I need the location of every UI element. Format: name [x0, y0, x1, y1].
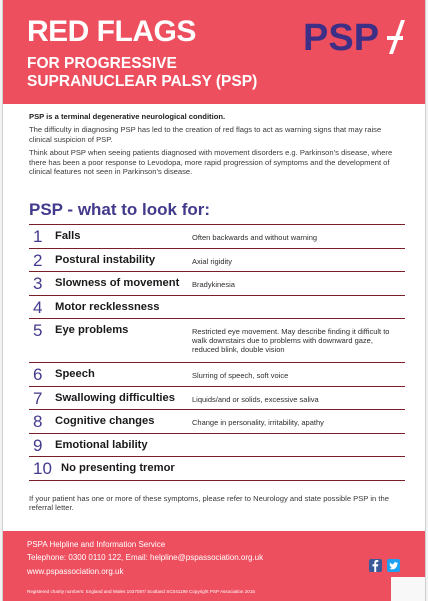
flag-label: No presenting tremor [61, 462, 175, 474]
subtitle-line-2: SUPRANUCLEAR PALSY (PSP) [27, 73, 258, 90]
logo-bar-mark [387, 36, 403, 40]
footer-website-link[interactable]: www.pspassociation.org.uk [27, 567, 124, 576]
intro-paragraph-2: Think about PSP when seeing patients diagnosed with movement disorders e.g. Parkinson’s disease, where there has been a poor response to Levodopa, more rapid progression of symptoms and the development of clinical features not seen in Parkinson’s disease. [29, 148, 393, 177]
flag-number: 10 [33, 459, 52, 478]
flag-label: Eye problems [55, 324, 129, 336]
pspa-logo [301, 14, 411, 58]
flag-number: 4 [33, 297, 43, 317]
intro-paragraph-1: The difficulty in diagnosing PSP has led to the creation of red flags to act as warning signs that may raise clinical suspicion of PSP. [29, 125, 382, 144]
flag-number: 2 [33, 250, 43, 270]
referral-note: If your patient has one or more of these symptoms, please refer to Neurology and state possible PSP in the referral letter. [29, 494, 389, 513]
flag-row [29, 410, 405, 434]
flag-number: 3 [33, 274, 43, 293]
flag-row [29, 296, 405, 320]
intro-text [29, 112, 405, 180]
footer-banner [3, 531, 426, 601]
flag-label: Motor recklessness [55, 300, 160, 313]
page-corner-fold [391, 577, 426, 601]
flag-number: 9 [33, 435, 43, 455]
flag-number: 7 [33, 388, 43, 408]
flag-label: Emotional lability [55, 438, 148, 451]
flag-description: Liquids/and or solids, excessive saliva [192, 394, 319, 404]
flag-description: Often backwards and without warning [192, 233, 318, 242]
flag-description: Change in personality, irritability, apathy [192, 418, 324, 427]
intro-lead: PSP is a terminal degenerative neurological condition. [29, 112, 226, 121]
flag-label: Speech [55, 368, 95, 380]
flag-description: Bradykinesia [192, 280, 235, 289]
flag-number: 1 [33, 227, 43, 246]
flag-number: 8 [33, 412, 43, 431]
logo-text: PSP [303, 17, 380, 58]
flag-row [29, 249, 405, 273]
footer-charity-info: Registered charity numbers: England and Wales 1037087/ Scotland SC041199 Copyright PSP Association 2015 [27, 589, 255, 594]
twitter-icon[interactable] [387, 559, 400, 572]
flag-number: 6 [33, 365, 43, 384]
footer-helpline: PSPA Helpline and Information Service [27, 540, 166, 549]
flag-row [29, 225, 405, 249]
flag-label: Falls [55, 230, 81, 242]
flag-description: Axial rigidity [192, 256, 233, 266]
flag-description: Slurring of speech, soft voice [192, 371, 289, 380]
flag-row [29, 457, 405, 481]
flag-label: Slowness of movement [55, 277, 180, 289]
flag-description: Restricted eye movement. May describe finding it difficult to walk downstairs due to problems with downward gaze, reduced blink, double vision [192, 327, 390, 355]
flag-row [29, 434, 405, 458]
flag-label: Cognitive changes [55, 415, 155, 427]
section-title: PSP - what to look for: [29, 200, 211, 219]
flag-row [29, 319, 405, 363]
page-subtitle [27, 55, 327, 91]
page-title: RED FLAGS [27, 15, 196, 48]
flag-number: 5 [33, 321, 43, 340]
header-banner [3, 0, 426, 104]
flag-row [29, 363, 405, 387]
flag-row [29, 387, 405, 411]
footer-contact[interactable]: Telephone: 0300 0110 122, Email: helpline@pspassociation.org.uk [27, 553, 264, 562]
flag-row [29, 272, 405, 296]
flag-label: Swallowing difficulties [55, 391, 175, 404]
red-flag-list [29, 224, 405, 481]
poster-page [2, 0, 426, 601]
flag-label: Postural instability [55, 253, 156, 266]
subtitle-line-1: FOR PROGRESSIVE [27, 55, 177, 72]
facebook-icon[interactable] [369, 559, 382, 572]
